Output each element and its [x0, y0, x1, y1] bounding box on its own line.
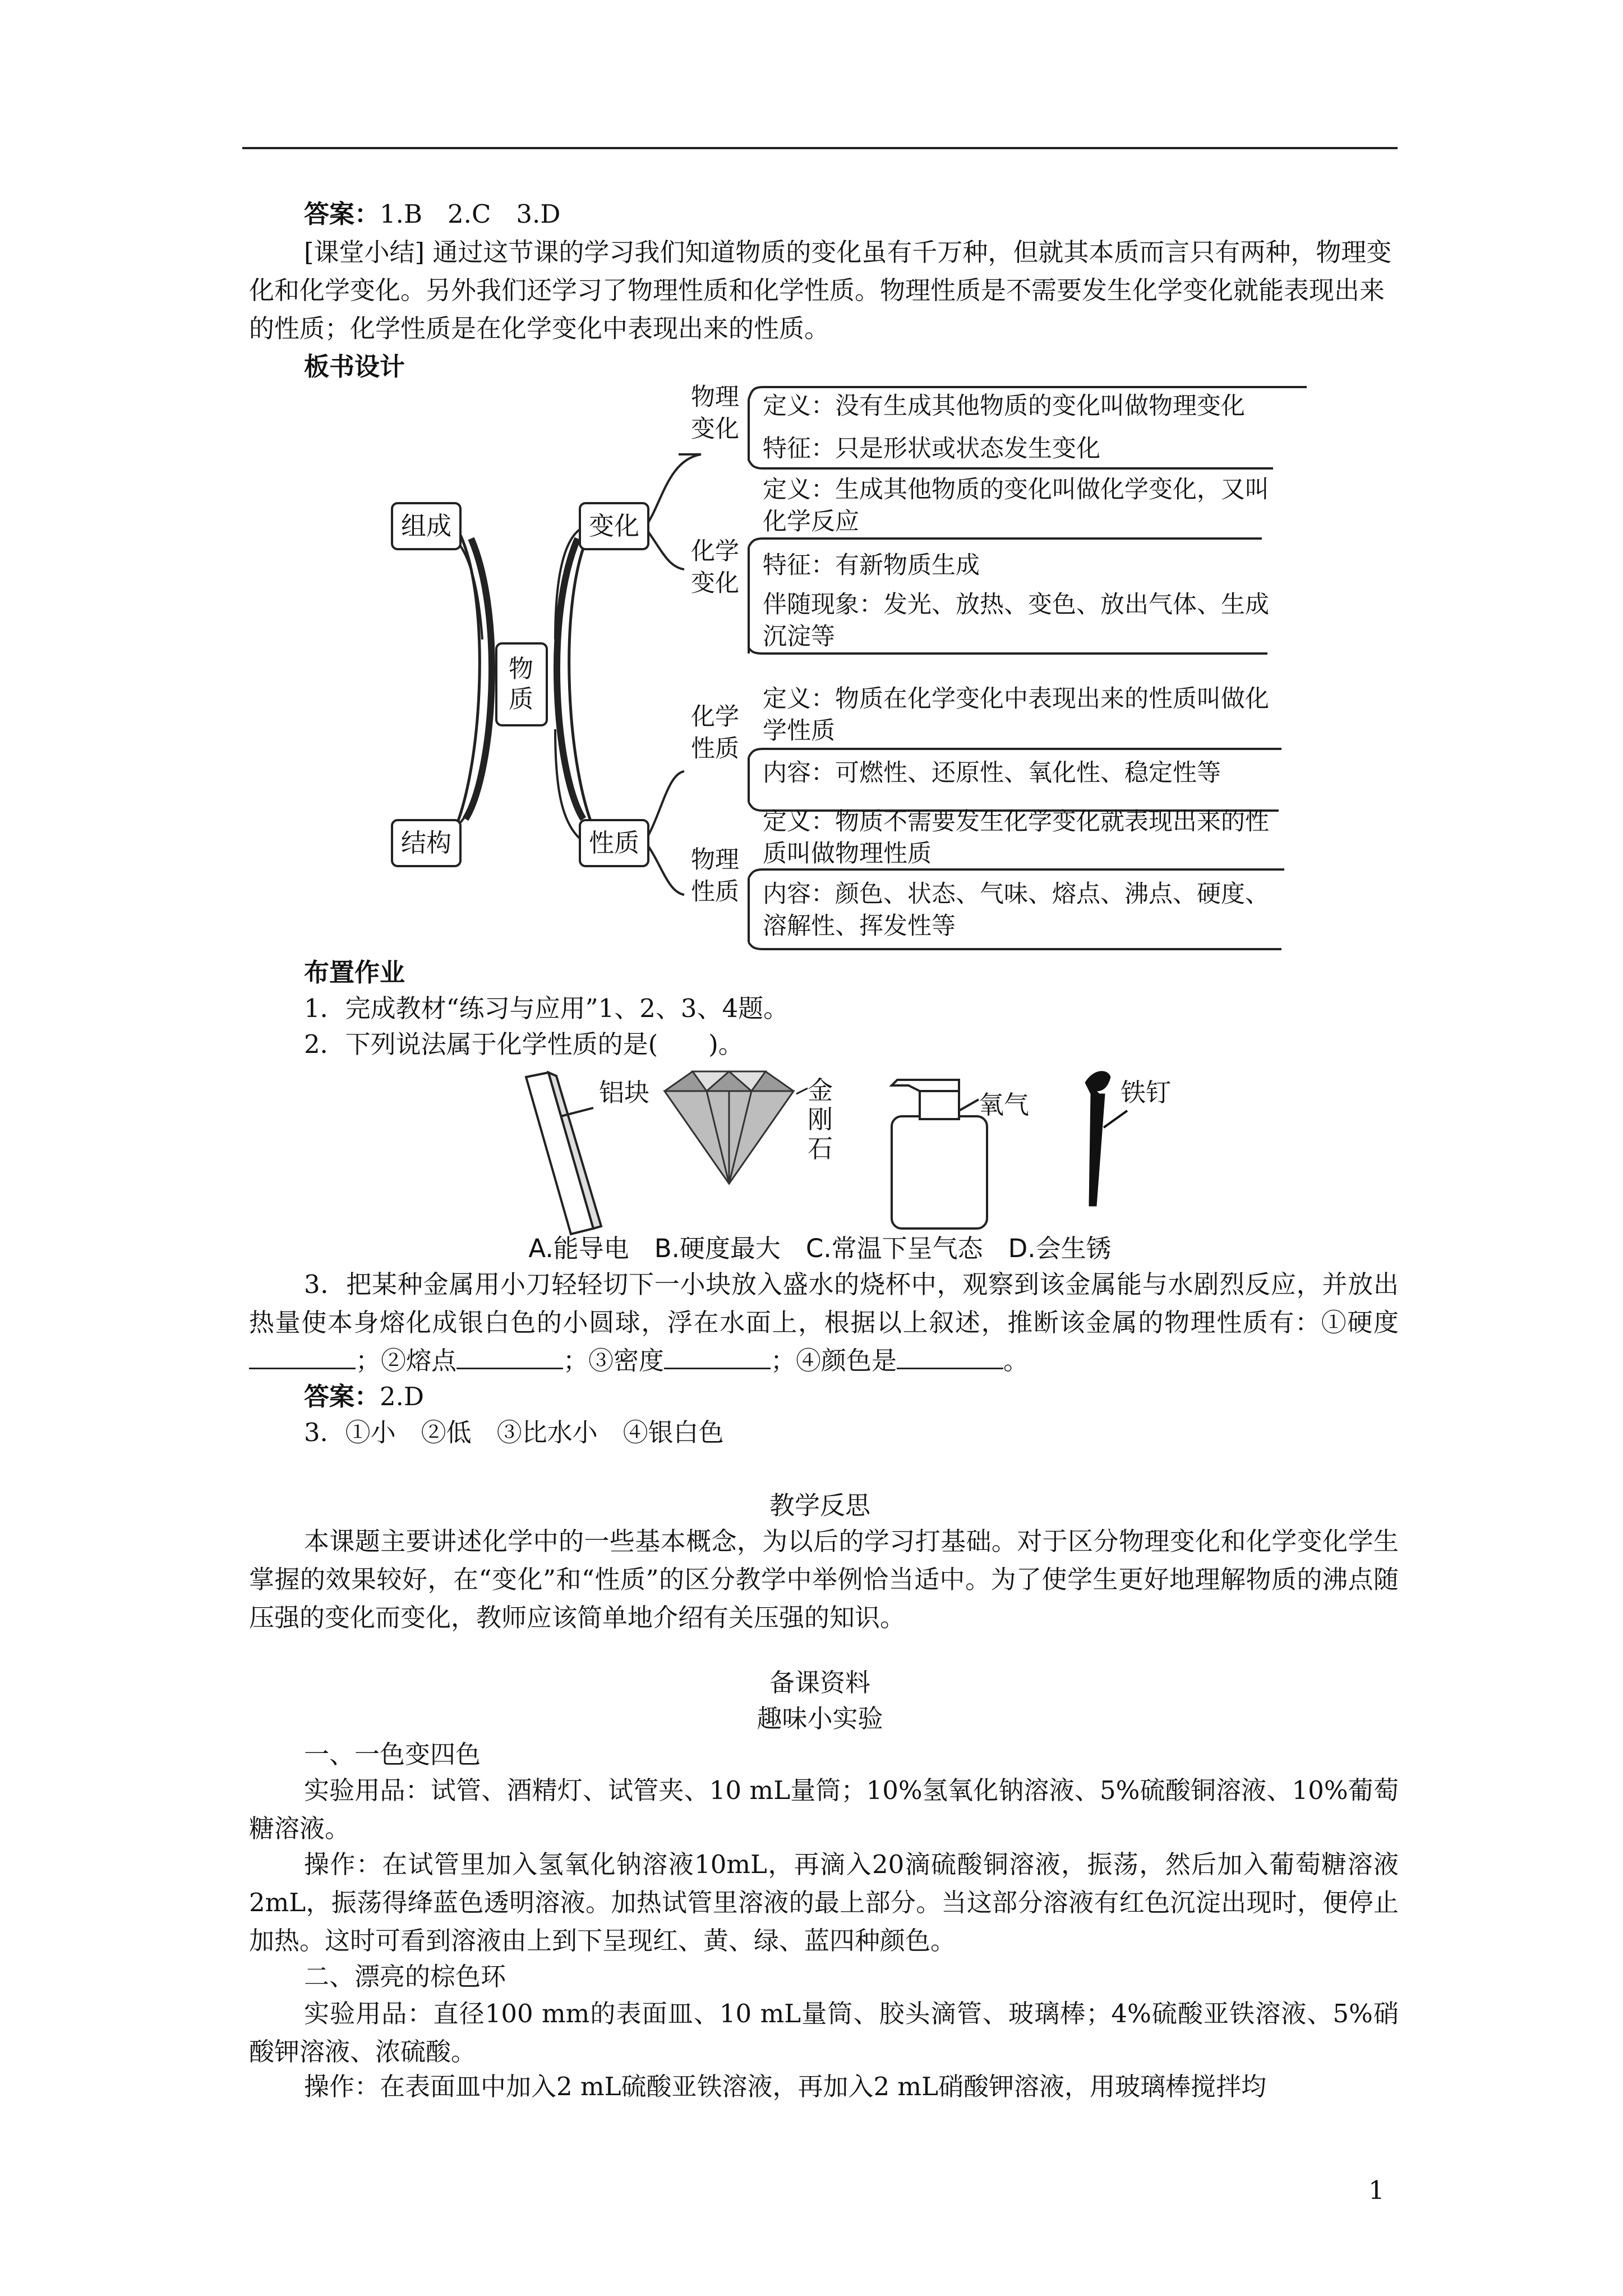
label-aluminum: 铝块 — [599, 1078, 650, 1107]
mindmap-node-composition: 组成 — [391, 502, 462, 550]
diamond-icon — [665, 1071, 808, 1184]
experiment-2-title: 二、漂亮的棕色环 — [304, 1962, 506, 1991]
hw3-part-hardness: ①硬度 — [1321, 1308, 1399, 1337]
label-oxygen: 氧气 — [979, 1090, 1030, 1120]
homework-3 — [249, 1266, 1399, 1380]
label-diamond: 金刚石 — [808, 1075, 833, 1163]
mindmap-chem-change: 化学变化 — [691, 537, 739, 597]
mindmap-item-6: 定义：物质在化学变化中表现出来的性质叫做化学性质 — [763, 685, 1269, 745]
homework-3-text: 3．把某种金属用小刀轻轻切下一小块放入盛水的烧杯中，观察到该金属能与水剧烈反应，并放出热量使本身熔化成银白色的小圆球，浮在水面上，根据以上叙述，推断该金属的物理性质有： — [249, 1269, 1399, 1337]
mindmap-phys-prop: 物理性质 — [691, 846, 739, 906]
hw3-part-density: ；③密度 — [563, 1346, 665, 1375]
homework-1: 1．完成教材“练习与应用”1、2、3、4题。 — [304, 993, 789, 1023]
mindmap-item-2: 特征：只是形状或状态发生变化 — [763, 435, 1100, 463]
prep-title: 备课资料 — [769, 1668, 870, 1697]
mindmap-item-7: 内容：可燃性、还原性、氧化性、稳定性等 — [763, 759, 1221, 787]
experiment-1-title: 一、一色变四色 — [304, 1740, 481, 1769]
mindmap-chem-prop: 化学性质 — [691, 703, 739, 763]
mindmap-item-3: 定义：生成其他物质的变化叫做化学变化，又叫化学反应 — [763, 476, 1269, 536]
blank-color[interactable] — [897, 1343, 1003, 1369]
aluminum-block-icon — [526, 1073, 601, 1234]
answer-line-2 — [249, 1378, 1399, 1416]
mindmap-node-change: 变化 — [579, 502, 649, 550]
reflection-text: 本课题主要讲述化学中的一些基本概念，为以后的学习打基础。对于区分物理变化和化学变化学生掌握的效果较好，在“变化”和“性质”的区分教学中举例恰当适中。为了使学生更好地理解物质的沸点随压强的变化而变化，教师应该简单地介绍有关压强的知识。 — [249, 1526, 1399, 1632]
blank-density[interactable] — [664, 1343, 771, 1369]
experiment-1-steps: 操作：在试管里加入氢氧化钠溶液10mL，再滴入20滴硫酸铜溶液，振荡，然后加入葡萄糖溶液2mL，振荡得绛蓝色透明溶液。加热试管里溶液的最上部分。当这部分溶液有红色沉淀出现时，便停止加热。这时可看到溶液由上到下呈现红、黄、绿、蓝四种颜色。 — [249, 1849, 1399, 1955]
mindmap-item-5: 伴随现象：发光、放热、变色、放出气体、生成沉淀等 — [763, 591, 1269, 651]
prep-subtitle: 趣味小实验 — [757, 1704, 883, 1733]
answer-text: 1.B 2.C 3.D — [380, 199, 561, 229]
page-number: 1 — [1368, 2175, 1385, 2205]
gas-bottle-icon — [892, 1080, 987, 1228]
homework-heading: 布置作业 — [304, 958, 405, 987]
answer-line-3: 3．①小 ②低 ③比水小 ④银白色 — [304, 1418, 724, 1447]
blank-hardness[interactable] — [249, 1343, 356, 1369]
reflection-title: 教学反思 — [769, 1490, 870, 1520]
blank-melting[interactable] — [457, 1343, 563, 1369]
experiment-2-steps: 操作：在表面皿中加入2 mL硫酸亚铁溶液，再加入2 mL硝酸钾溶液，用玻璃棒搅拌均 — [304, 2072, 1266, 2101]
hw3-part-end: 。 — [1003, 1346, 1029, 1375]
mindmap-item-9: 内容：颜色、状态、气味、熔点、沸点、硬度、溶解性、挥发性等 — [763, 880, 1269, 940]
hw3-part-color: ；④颜色是 — [771, 1346, 897, 1375]
mindmap-phys-change: 物理变化 — [691, 383, 739, 443]
mindmap-node-property: 性质 — [579, 819, 649, 867]
answer-label: 答案： — [304, 199, 380, 229]
mindmap-node-matter: 物质 — [495, 642, 548, 726]
answer-text-2: 2.D — [380, 1382, 425, 1411]
experiment-2-materials: 实验用品：直径100 mm的表面皿、10 mL量筒、胶头滴管、玻璃棒；4%硫酸亚铁溶液、5%硝酸钾溶液、浓硫酸。 — [249, 1999, 1399, 2067]
homework-2: 2．下列说法属于化学性质的是( )。 — [304, 1029, 744, 1059]
board-design-heading: 板书设计 — [304, 352, 405, 381]
class-summary: [课堂小结] 通过这节课的学习我们知道物质的变化虽有千万种，但就其本质而言只有两种，物理变化和化学变化。另外我们还学习了物理性质和化学性质。物理性质是不需要发生化学变化就能表现出来的性质；化学性质是在化学变化中表现出来的性质。 — [249, 237, 1392, 343]
mindmap-node-structure: 结构 — [391, 819, 462, 867]
label-nail: 铁钉 — [1121, 1078, 1172, 1107]
hw3-part-melting: ；②熔点 — [356, 1346, 457, 1375]
question-2-options: A.能导电 B.硬度最大 C.常温下呈气态 D.会生锈 — [528, 1234, 1112, 1263]
mindmap-item-8: 定义：物质不需要发生化学变化就表现出来的性质叫做物理性质 — [763, 808, 1269, 868]
experiment-1-materials: 实验用品：试管、酒精灯、试管夹、10 mL量筒；10%氢氧化钠溶液、5%硫酸铜溶液、10%葡萄糖溶液。 — [249, 1775, 1399, 1843]
mindmap-item-1: 定义：没有生成其他物质的变化叫做物理变化 — [763, 392, 1245, 420]
answer-label-2: 答案： — [304, 1382, 380, 1411]
mindmap-item-4: 特征：有新物质生成 — [763, 551, 980, 579]
